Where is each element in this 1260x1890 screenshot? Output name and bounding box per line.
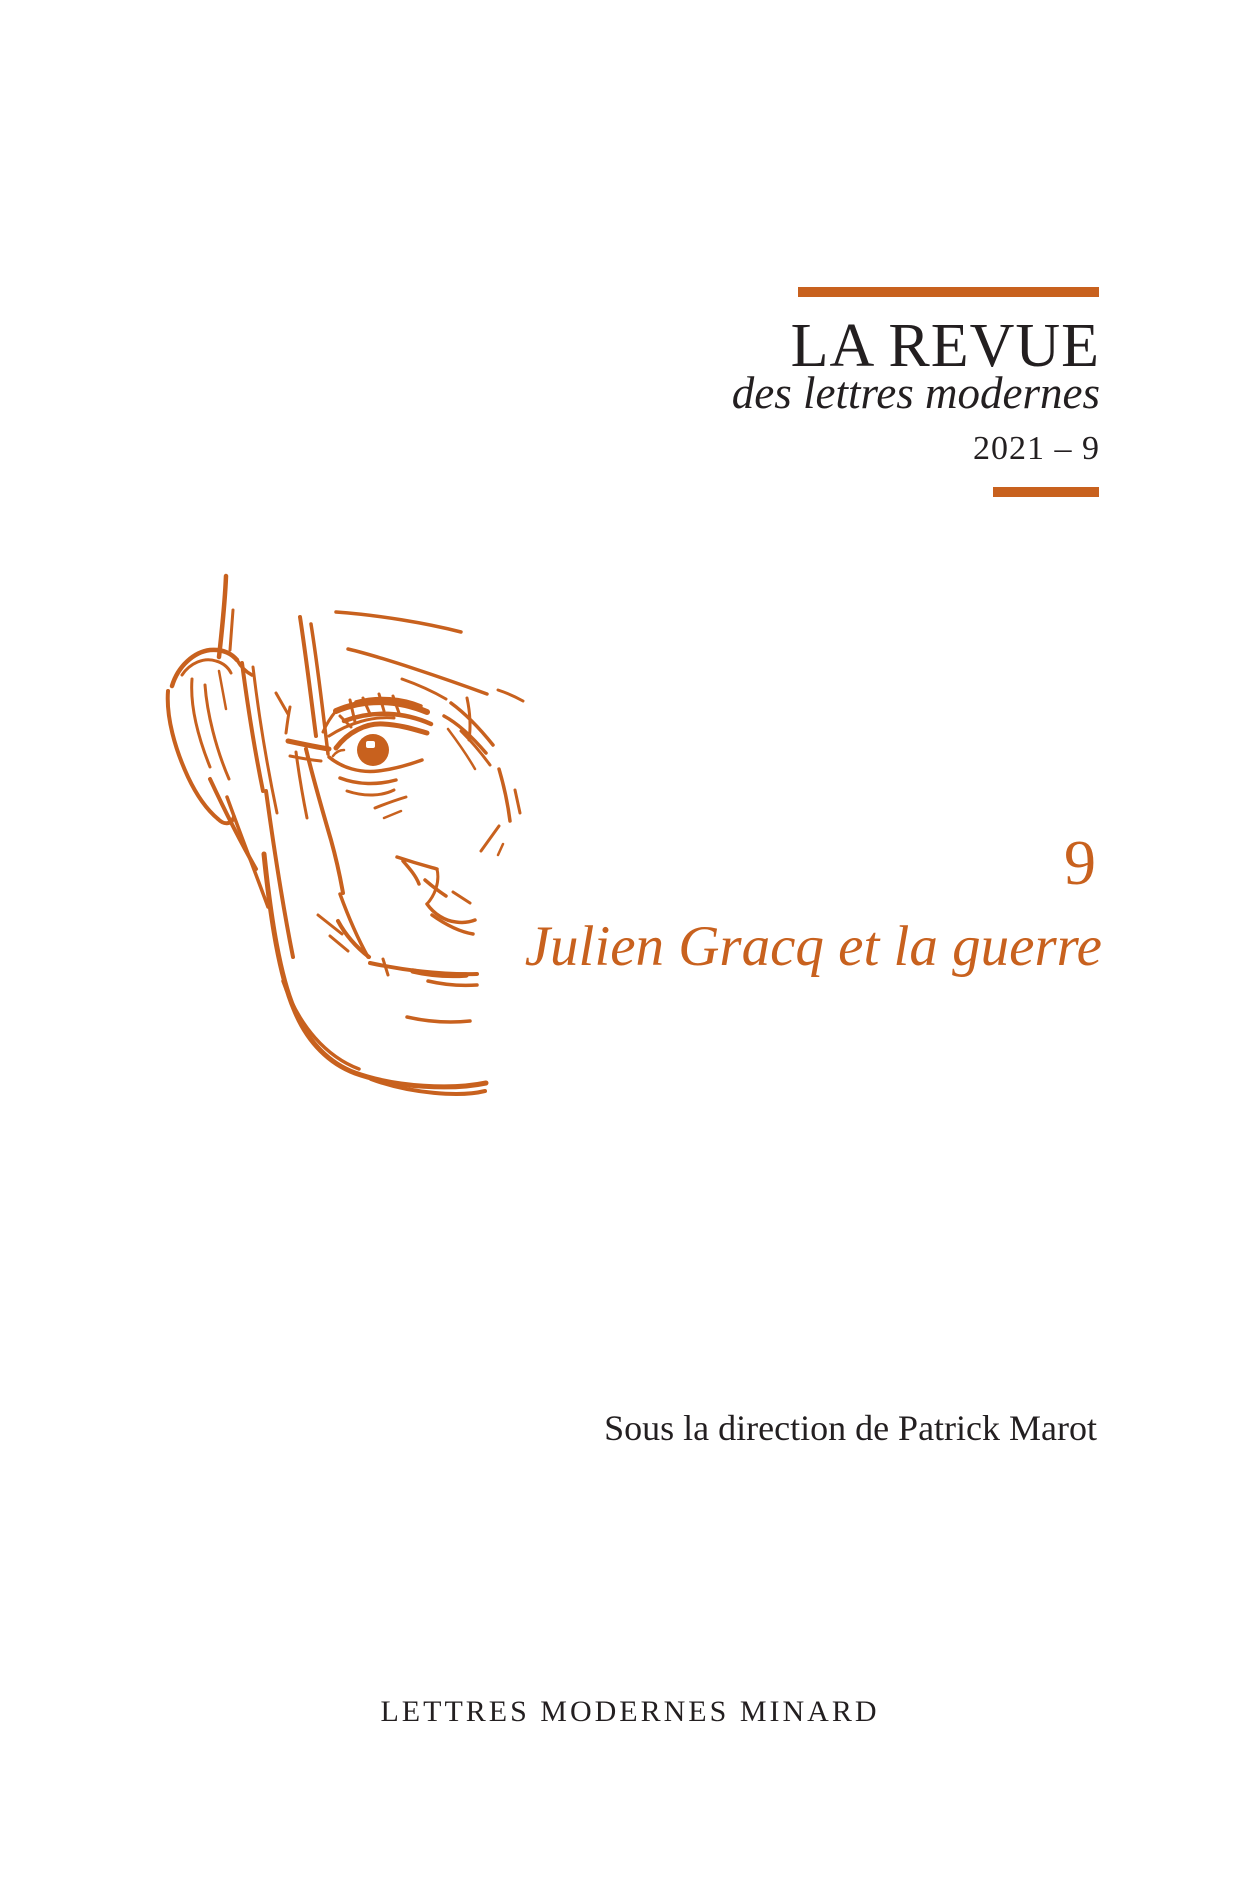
cheek-folds [340,857,475,957]
masthead-subtitle: des lettres modernes [731,368,1100,418]
issue-number: 9 [1064,827,1096,898]
masthead-bottom-rule [993,487,1099,497]
publisher-imprint: LETTRES MODERNES MINARD [380,1695,880,1728]
masthead-top-rule [798,287,1099,297]
julien-gracq-portrait-sketch [130,460,530,1100]
masthead-issue-line: 2021 – 9 [973,430,1100,467]
crows-feet [444,698,520,855]
masthead-title: LA REVUE [790,312,1100,380]
byline: Sous la direction de Patrick Marot [604,1408,1097,1448]
hair-and-ear [168,576,293,957]
forehead-lines [276,612,523,754]
issue-title: Julien Gracq et la guerre [524,915,1102,978]
